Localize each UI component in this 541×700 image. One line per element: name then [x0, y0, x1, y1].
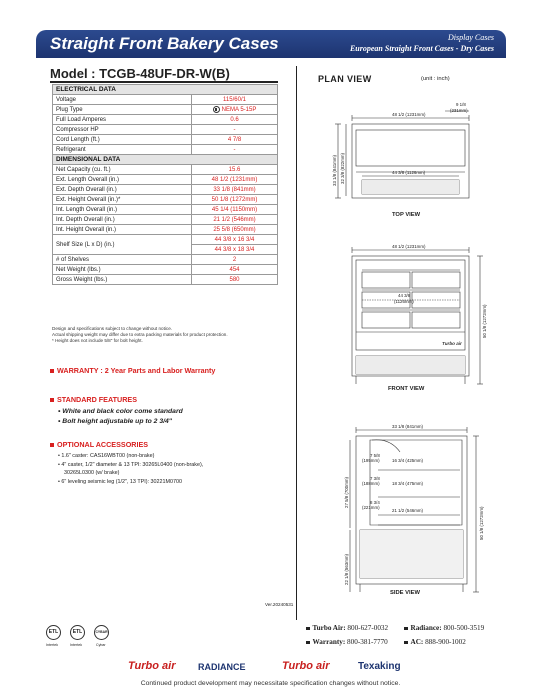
accessory-item: • 4" caster, 1/2" diameter & 13 TPI: 30265L0400 (non-brake), [58, 461, 204, 468]
footer-disclaimer: Continued product development may necessitate specification changes without notice. [140, 680, 401, 687]
spec-label: Compressor HP [53, 125, 192, 135]
optional-accessories-title: OPTIONAL ACCESSORIES [57, 440, 149, 449]
model-heading: Model : TCGB-48UF-DR-W(B) [50, 66, 230, 81]
spec-value: 2 [192, 255, 278, 265]
dim-top-depth: 33 1/8 (841mm) [332, 155, 337, 186]
bullet-icon [306, 627, 310, 631]
spec-label: Int. Depth Overall (in.) [53, 215, 192, 225]
accessory-text: 1.6" caster: CAS16WBT00 (non-brake) [61, 453, 155, 459]
dim-side-s2-len: 18 3/4 (475mm) [392, 481, 423, 486]
dim-side-s3-mm: (221mm) [362, 505, 380, 510]
dim-top-right: 9 1/8 [456, 102, 466, 107]
dim-top-inner: 44 3/8 (1126mm) [392, 170, 426, 175]
note-line: * Height does not include 5/8" for bolt height. [52, 337, 143, 343]
spec-value: 48 1/2 (1231mm) [192, 175, 278, 185]
spec-value: 45 1/4 (1150mm) [192, 205, 278, 215]
contact-turbo-air [306, 621, 388, 635]
dim-side-width: 33 1/8 (841mm) [392, 424, 423, 429]
top-view-label: TOP VIEW [392, 212, 421, 218]
bullet-icon [404, 627, 408, 631]
spec-value: 115/60/1 [192, 95, 278, 105]
dim-side-s2: 7 3/8 [370, 476, 380, 481]
feature-text: Bolt height adjustable up to 2 3/4" [62, 418, 172, 425]
spec-label: Voltage [53, 95, 192, 105]
plug-type-value: NEMA 5-15P [221, 107, 257, 114]
dim-side-s1-mm: (195mm) [362, 458, 380, 463]
turbo-air-logo: Turbo air [282, 660, 330, 672]
spec-label: Ext. Height Overall (in.)* [53, 195, 192, 205]
note-line: Design and specifications subject to change without notice. [52, 326, 173, 331]
feature-text: White and black color come standard [62, 408, 183, 415]
cert-label: Intertek [70, 643, 82, 647]
contact-phone: 800-627-0032 [347, 624, 389, 632]
dim-side-s2-mm: (188mm) [362, 481, 380, 486]
dim-top-depth-inner: 32 3/8 (822mm) [340, 153, 345, 184]
spec-label: Gross Weight (lbs.) [53, 275, 192, 285]
spec-label: # of Shelves [53, 255, 192, 265]
texaking-logo: Texaking [358, 661, 401, 672]
spec-value: 454 [192, 265, 278, 275]
etl-sanitation-cert-icon: ETL [70, 625, 85, 640]
dim-front-height: 50 1/8 (1272mm) [482, 304, 487, 338]
accessory-text: 6" leveling seismic leg (1/2", 13 TPI): 30221M0700 [61, 478, 182, 485]
contact-name: Radiance: [410, 624, 442, 632]
dim-side-s1: 7 5/8 [370, 453, 380, 458]
spec-value: 33 1/8 (841mm) [192, 185, 278, 195]
dimensional-header: DIMENSIONAL DATA [53, 155, 278, 165]
dim-top-width: 48 1/2 (1231mm) [392, 112, 426, 117]
dim-top-right-mm: (231mm) [450, 108, 468, 113]
feature-item: • Bolt height adjustable up to 2 3/4" [58, 418, 172, 425]
spec-value: 15.6 [192, 165, 278, 175]
spec-value: 50 1/8 (1272mm) [192, 195, 278, 205]
spec-label: Net Weight (lbs.) [53, 265, 192, 275]
spec-value: 44 3/8 x 18 3/4 [192, 245, 278, 255]
bullet-icon [306, 641, 310, 645]
plan-view-title: PLAN VIEW [318, 74, 372, 84]
cert-label: Cybar [96, 643, 106, 647]
category-line-2: European Straight Front Cases - Dry Cases [349, 44, 494, 53]
page-title: Straight Front Bakery Cases [50, 34, 279, 53]
category-line-1: Display Cases [448, 33, 494, 42]
turbo-air-logo: Turbo air [128, 660, 176, 672]
radiance-logo: RADIANCE [198, 662, 246, 672]
contact-phone: 800-381-7770 [347, 638, 388, 646]
etl-cert-icon: ETL [46, 625, 61, 640]
spec-label: Ext. Length Overall (in.) [53, 175, 192, 185]
standard-features-title: STANDARD FEATURES [57, 395, 137, 404]
contact-name: AC: [410, 638, 424, 646]
front-view-glass [356, 260, 465, 350]
cybar-cert-icon: CYBAR [94, 625, 109, 640]
brand-logos [0, 660, 541, 676]
accessory-text: 30265L0300 (w/ brake) [64, 470, 120, 476]
contact-name: Warranty: [312, 638, 346, 646]
side-view-label: SIDE VIEW [390, 590, 420, 596]
spec-value: 21 1/2 (546mm) [192, 215, 278, 225]
spec-value: - [192, 145, 278, 155]
bullet-icon [404, 641, 408, 645]
note-line: Actual shipping weight may differ due to extra packing materials for product protection. [52, 331, 228, 337]
accessory-item: • 1.6" caster: CAS16WBT00 (non-brake) [58, 453, 155, 459]
dim-side-base-h: 22 1/8 (563mm) [344, 554, 349, 585]
spec-label: Plug Type [53, 105, 192, 115]
contact-radiance [404, 621, 484, 635]
front-view-label: FRONT VIEW [388, 386, 425, 392]
electrical-header: ELECTRICAL DATA [53, 85, 278, 95]
top-view-base-fill [362, 180, 459, 194]
spec-label: Shelf Size (L x D) (in.) [53, 235, 192, 255]
spec-label: Int. Length Overall (in.) [53, 205, 192, 215]
contact-ac [404, 635, 466, 649]
spec-label: Net Capacity (cu. ft.) [53, 165, 192, 175]
contact-name: Turbo Air: [312, 624, 346, 632]
spec-label: Refrigerant [53, 145, 192, 155]
spec-value: 44 3/8 x 16 3/4 [192, 235, 278, 245]
spec-label: Ext. Depth Overall (in.) [53, 185, 192, 195]
dim-side-s3: 8 3/4 [370, 500, 380, 505]
spec-value: 0.6 [192, 115, 278, 125]
dim-front-inner-mm: (1126mm) [394, 299, 414, 304]
contact-warranty [306, 635, 388, 649]
spec-value: 580 [192, 275, 278, 285]
contact-phone: 888-900-1002 [425, 638, 466, 646]
feature-item: • White and black color come standard [58, 408, 183, 415]
version-label: Ver.20240531 [265, 602, 294, 607]
unit-note: (unit : inch) [421, 76, 450, 82]
side-view-base-fill [360, 530, 463, 578]
contact-phone: 800-500-3519 [443, 624, 485, 632]
spec-label: Cord Length (ft.) [53, 135, 192, 145]
dim-side-int-depth: 21 1/2 (546mm) [392, 508, 423, 513]
dim-front-width: 48 1/2 (1231mm) [392, 244, 426, 249]
cert-label: Intertek [46, 643, 58, 647]
spec-label: Full Load Amperes [53, 115, 192, 125]
spec-label: Int. Height Overall (in.) [53, 225, 192, 235]
warranty-text: WARRANTY : 2 Year Parts and Labor Warranty [57, 366, 216, 375]
spec-value: 4 7/8 [192, 135, 278, 145]
front-view-base-fill [356, 356, 465, 374]
accessory-item: • 6" leveling seismic leg (1/2", 13 TPI): 30221M0700 [58, 478, 182, 485]
dim-side-left-h: 27 5/8 (700mm) [344, 477, 349, 508]
spec-value: - [192, 125, 278, 135]
dim-side-total-h: 50 1/8 (1272mm) [479, 506, 484, 540]
accessory-text: 4" caster, 1/2" diameter & 13 TPI: 30265L0400 (non-brake), [61, 461, 204, 468]
spec-value: 25 5/8 (650mm) [192, 225, 278, 235]
dim-front-inner: 44 3/8 [398, 293, 411, 298]
front-brand-mark: Turbo air [442, 341, 462, 346]
top-view-shelf [356, 130, 465, 166]
dim-side-s1-len: 16 3/4 (425mm) [392, 458, 423, 463]
